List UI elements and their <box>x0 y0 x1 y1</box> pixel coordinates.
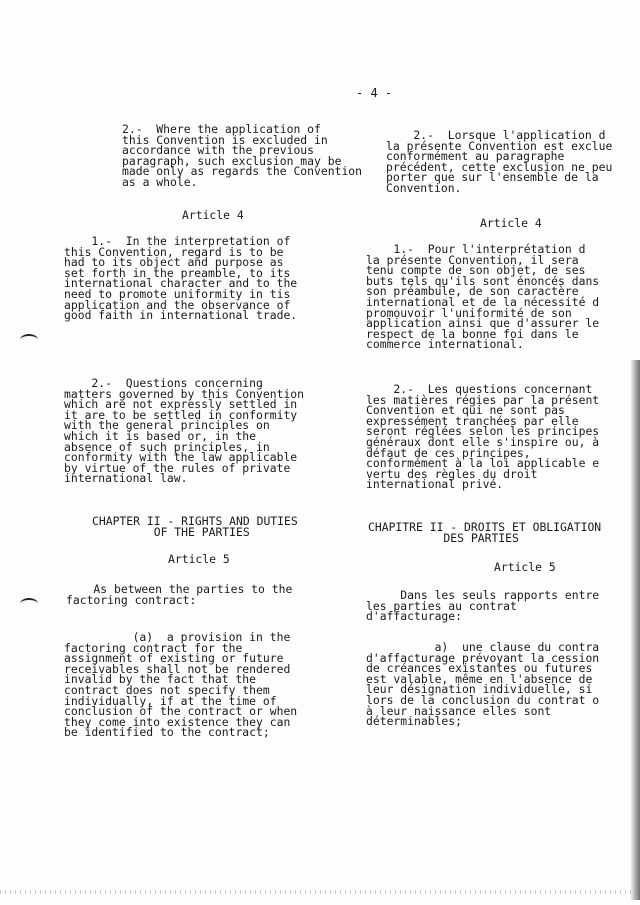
en-article4-para1: 1.- In the interpretation of this Convention, regard is to be had to its object and purpose as set forth in the preamble, to its international character and to the need to promote uniformity in tis application and the observance of good faith in international trade. <box>64 234 298 323</box>
en-article3-para2: 2.- Where the application of this Convention is excluded in accordance with the previous paragraph, such exclusion may be made only as regards the Convention as a whole. <box>122 122 363 189</box>
fr-article4-para2: 2.- Les questions concernant les matières régies par la présent Convention et qui ne sont pas expressément tranchées par elle seront réglées selon les principes généraux dont elle s'inspire ou, à défaut de ces principes, conformément à la loi applicable e vertu des règles du droit international privé. <box>366 382 600 492</box>
scan-edge-noise <box>0 890 640 894</box>
fr-chapter-heading: CHAPITRE II - DROITS ET OBLIGATION DES PARTIES <box>368 520 602 545</box>
punch-hole-mark <box>20 598 38 610</box>
page-number: - 4 - <box>356 86 393 100</box>
en-article5-heading: Article 5 <box>168 552 230 566</box>
fr-article5-heading: Article 5 <box>494 560 556 574</box>
en-article5-intro: As between the parties to the factoring contract: <box>66 582 293 607</box>
punch-hole-mark <box>20 334 38 346</box>
en-article4-heading: Article 4 <box>182 208 244 222</box>
en-article5-a: (a) a provision in the factoring contract for the assignment of existing or future receivables shall not be rendered invalid by the fact that the contract does not specify them individually, if at the time of conclusion of the contract or when they come into existence they can be identified to the contract; <box>64 630 298 740</box>
fr-article5-a: a) une clause du contra d'affacturage prévoyant la cession de créances existantes ou futures est valable, même en l'absence de leur désignation individuelle, si lors de la conclusion du contrat o à leur naissance elles sont déterminables; <box>366 640 600 729</box>
fr-article3-para2: 2.- Lorsque l'application d la présente Convention est exclue conformément au paragraphe précédent, cette exclusion ne peu porter que sur l'ensemble de la Convention. <box>386 128 613 195</box>
page-edge-shadow <box>630 360 640 900</box>
fr-article4-para1: 1.- Pour l'interprétation d la présente Convention, il sera tenu compte de son objet, de ses buts tels qu'ils sont énoncés dans son préambule, de son caractère international et de la nécessité d promouvoir l'uniformité de son application ainsi que d'assurer le respect de la bonne foi dans le commerce international. <box>366 242 600 352</box>
fr-article5-intro: Dans les seuls rapports entre les parties au contrat d'affacturage: <box>366 588 600 624</box>
en-article4-para2: 2.- Questions concerning matters governed by this Convention which are not expressly settled in it are to be settled in conformity with the general principles on which it is based or, in the absence of such principles, in conformity with the law applicable by virtue of the rules of private international law. <box>64 376 305 486</box>
fr-article4-heading: Article 4 <box>480 216 542 230</box>
en-chapter-heading: CHAPTER II - RIGHTS AND DUTIES OF THE PARTIES <box>92 514 298 539</box>
